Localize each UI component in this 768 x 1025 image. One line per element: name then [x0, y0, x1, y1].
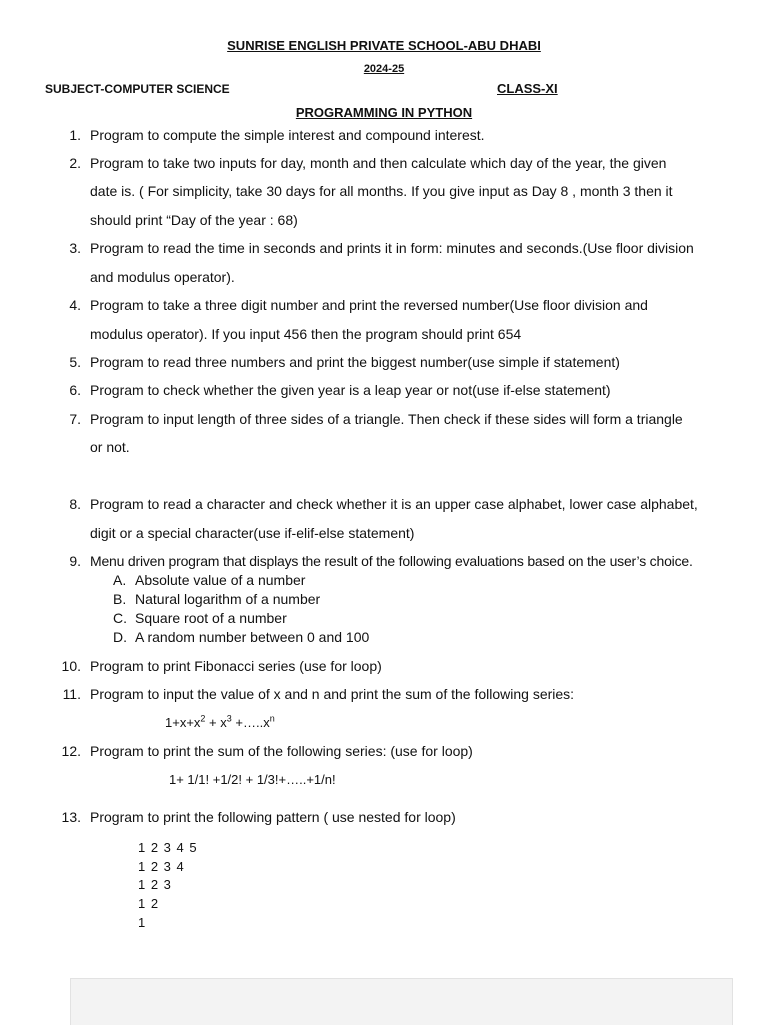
- item-text: Program to input length of three sides of a triangle. Then check if these sides will form a triangle: [90, 411, 683, 427]
- item-text: Program to read the time in seconds and prints it in form: minutes and seconds.(Use floor division: [90, 240, 694, 256]
- pattern-row: 1 2: [138, 896, 160, 911]
- item-text: modulus operator). If you input 456 then the program should print 654: [90, 326, 522, 342]
- item-number: 2.: [69, 155, 81, 171]
- item-text: Program to print the following pattern ( use nested for loop): [90, 809, 456, 825]
- item-text: digit or a special character(use if-elif-else statement): [90, 525, 415, 541]
- item-text: Program to read a character and check whether it is an upper case alphabet, lower case alphabet,: [90, 496, 698, 512]
- option-text: A random number between 0 and 100: [135, 629, 370, 645]
- item-number: 9.: [69, 553, 81, 569]
- item-text: Menu driven program that displays the result of the following evaluations based on the user’s choice.: [90, 553, 693, 569]
- series-exponent: 2: [200, 713, 206, 724]
- option-letter: D.: [113, 629, 127, 645]
- school-name: SUNRISE ENGLISH PRIVATE SCHOOL-ABU DHABI: [227, 38, 541, 53]
- item-text: Program to input the value of x and n and print the sum of the following series:: [90, 686, 575, 702]
- item-text: and modulus operator).: [90, 269, 235, 285]
- item-number: 5.: [69, 354, 81, 370]
- series-exponent: n: [269, 713, 275, 724]
- series-exponent: 3: [226, 713, 232, 724]
- option-letter: A.: [113, 572, 127, 588]
- option-letter: C.: [113, 610, 127, 626]
- item-number: 12.: [61, 743, 81, 759]
- item-text: Program to print Fibonacci series (use for loop): [90, 658, 382, 674]
- item-text: should print “Day of the year : 68): [90, 212, 298, 228]
- series-formula-12: 1+ 1/1! +1/2! + 1/3!+…..+1/n!: [169, 772, 336, 787]
- pattern-row: 1 2 3 4: [138, 859, 185, 874]
- item-text: Program to check whether the given year is a leap year or not(use if-else statement): [90, 382, 611, 398]
- series-part: + x: [205, 715, 227, 730]
- item-text: Program to print the sum of the following series: (use for loop): [90, 743, 473, 759]
- option-text: Absolute value of a number: [135, 572, 306, 588]
- option-text: Natural logarithm of a number: [135, 591, 321, 607]
- item-number: 7.: [69, 411, 81, 427]
- series-part: +…..x: [231, 715, 270, 730]
- item-text: Program to compute the simple interest and compound interest.: [90, 127, 485, 143]
- item-number: 1.: [69, 127, 81, 143]
- pattern-row: 1 2 3: [138, 877, 172, 892]
- item-text: Program to take a three digit number and print the reversed number(Use floor division and: [90, 297, 648, 313]
- series-part: 1+x+x: [165, 715, 201, 730]
- footer-panel: [70, 978, 733, 1025]
- section-heading: PROGRAMMING IN PYTHON: [295, 105, 473, 120]
- option-letter: B.: [113, 591, 127, 607]
- option-text: Square root of a number: [135, 610, 287, 626]
- pattern-row: 1 2 3 4 5: [138, 840, 198, 855]
- item-number: 13.: [61, 809, 81, 825]
- item-number: 8.: [69, 496, 81, 512]
- item-text: Program to take two inputs for day, month and then calculate which day of the year, the given: [90, 155, 667, 171]
- pattern-row: 1: [138, 915, 147, 930]
- class-label: CLASS-XI: [497, 81, 558, 96]
- academic-year: 2024-25: [363, 63, 405, 75]
- subject-label: SUBJECT-COMPUTER SCIENCE: [45, 82, 230, 96]
- series-formula-11: [165, 714, 275, 732]
- item-text: Program to read three numbers and print the biggest number(use simple if statement): [90, 354, 620, 370]
- item-text: or not.: [90, 439, 130, 455]
- item-number: 4.: [69, 297, 81, 313]
- item-text: date is. ( For simplicity, take 30 days for all months. If you give input as Day 8 , month 3 then it: [90, 183, 673, 199]
- item-number: 10.: [61, 658, 81, 674]
- item-number: 6.: [69, 382, 81, 398]
- item-number: 11.: [62, 686, 81, 702]
- item-number: 3.: [69, 240, 81, 256]
